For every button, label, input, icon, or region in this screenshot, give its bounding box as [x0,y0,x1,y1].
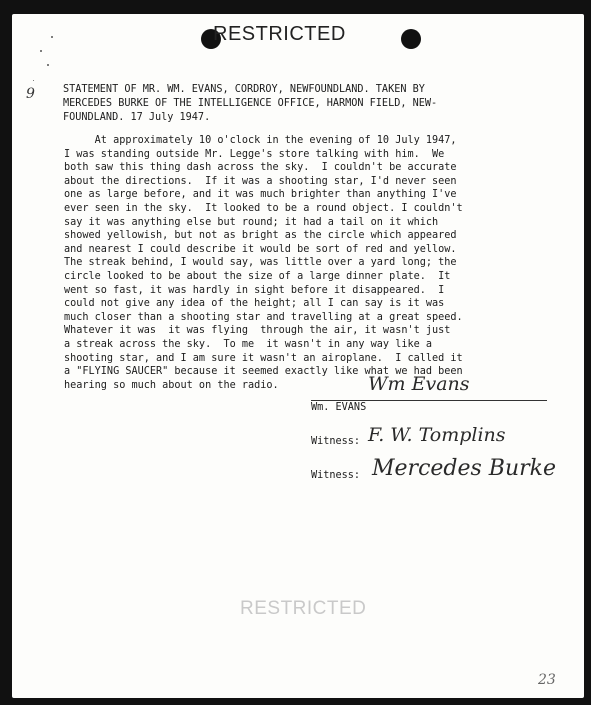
restricted-stamp-bottom: RESTRICTED [240,598,367,619]
witness-signature-2: Mercedes Burke [372,456,556,481]
witness-label-2: Witness: [311,470,361,481]
witness-signature-1: F. W. Tomplins [368,424,506,446]
paper-speck [47,64,49,66]
signature-line [311,400,547,401]
punch-hole-right [401,29,421,49]
paper-speck [40,50,42,52]
statement-body: At approximately 10 o'clock in the evening of 10 July 1947, I was standing outside Mr. Legge's store talking with him. We both saw this thing dash across the sky. I couldn't be accurate about the directions. If it was a shooting star, I'd never seen one as large before, and it was much brighter than anything I've ever seen in the sky. It looked to be a round object. I couldn't say it was anything else but round; it had a tail on it which showed yellowish, but not as bright as the circle which appeared and nearest I could describe it would be sort of red and yellow. The streak behind, I would say, was little over a yard long; the circle looked to be about the size of a large dinner plate. It went so fast, it was hardly in sight before it disappeared. I could not give any idea of the height; all I can say is it was much closer than a shooting star and travelling at a great speed. Whatever it was it was flying through the air, it wasn't just a streak across the sky. To me it wasn't in any way like a shooting star, and I am sure it wasn't an airoplane. I called it a "FLYING SAUCER" because it seemed exactly like what we had been hearing so much about on the radio. [64,135,463,391]
typed-signatory-name: Wm. EVANS [311,402,367,413]
evans-signature: Wm Evans [368,373,470,395]
page-number: 23 [538,672,556,688]
paper-speck [33,80,34,81]
statement-heading: STATEMENT OF MR. WM. EVANS, CORDROY, NEWFOUNDLAND. TAKEN BY MERCEDES BURKE OF THE INTELLIGENCE OFFICE, HARMON FIELD, NEW- FOUNDLAND. 17 July 1947. [63,84,438,123]
paper-speck [51,36,53,38]
margin-mark: 9 [26,86,35,102]
witness-label-1: Witness: [311,436,361,447]
restricted-stamp-top: RESTRICTED [213,23,346,45]
